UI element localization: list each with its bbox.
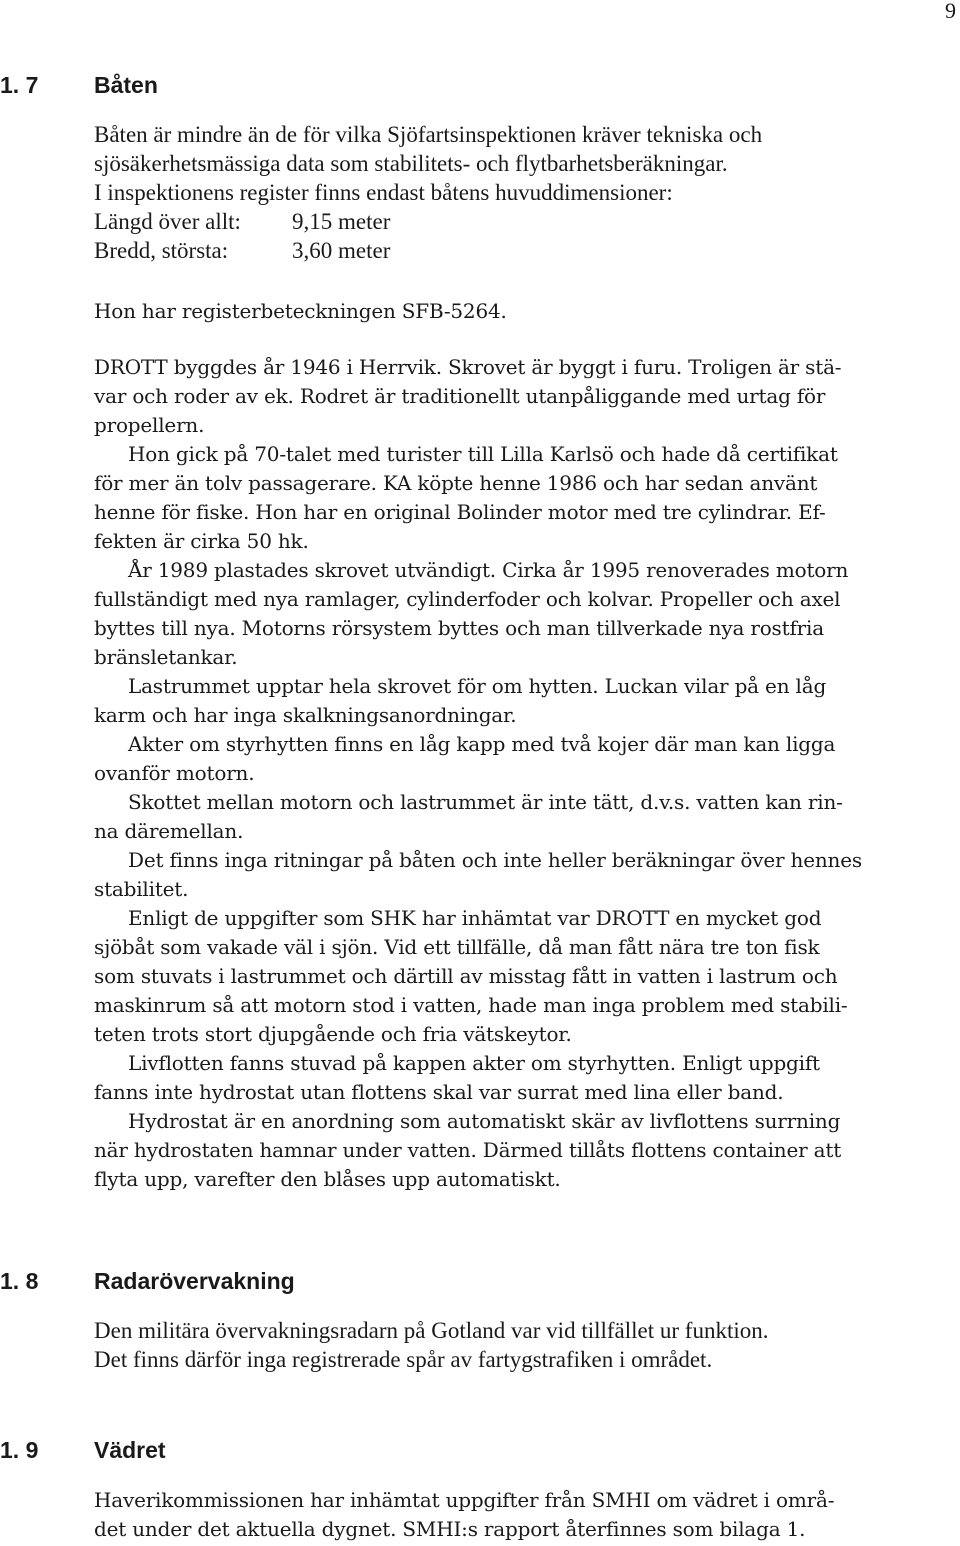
paragraph-line: Hon gick på 70-talet med turister till Lilla Karlsö och hade då certifikat [128, 442, 838, 466]
section-title: Vädret [94, 1437, 166, 1463]
paragraph-line: flyta upp, varefter den blåses upp automatiskt. [94, 1167, 561, 1191]
section-number: 1. 8 [0, 1268, 39, 1294]
paragraph-line: sjöbåt som vakade väl i sjön. Vid ett tillfälle, då man fått nära tre ton fisk [94, 935, 820, 959]
paragraph-line: bränsletankar. [94, 645, 238, 669]
paragraph-line: Lastrummet upptar hela skrovet för om hytten. Luckan vilar på en låg [128, 674, 827, 698]
paragraph-line: DROTT byggdes år 1946 i Herrvik. Skrovet är byggt i furu. Troligen är stä- [94, 355, 842, 379]
paragraph-line: Hon har registerbeteckningen SFB-5264. [94, 299, 507, 323]
registration-paragraph [94, 297, 960, 326]
section-heading-1-9 [0, 1436, 166, 1464]
paragraph-line: Hydrostat är en anordning som automatiskt skär av livflottens surrning [128, 1109, 841, 1133]
paragraph-line: karm och har inga skalkningsanordningar. [94, 703, 517, 727]
paragraph-line: sjösäkerhetsmässiga data som stabilitets- och flytbarhetsberäkningar. [94, 151, 728, 176]
paragraph-line: Haverikommissionen har inhämtat uppgifter från SMHI om vädret i områ- [94, 1488, 835, 1512]
section-1-7-body [94, 353, 960, 1194]
dimension-label: Längd över allt: [94, 209, 241, 234]
paragraph-line: var och roder av ek. Rodret är traditionellt utanpåliggande med urtag för [94, 384, 826, 408]
paragraph-line: maskinrum så att motorn stod i vatten, hade man inga problem med stabili- [94, 993, 848, 1017]
paragraph-line: fullständigt med nya ramlager, cylinderfoder och kolvar. Propeller och axel [94, 587, 841, 611]
paragraph-line: Akter om styrhytten finns en låg kapp med två kojer där man kan ligga [128, 732, 836, 756]
paragraph-line: ovanför motorn. [94, 761, 255, 785]
paragraph-line: Livflotten fanns stuvad på kappen akter om styrhytten. Enligt uppgift [128, 1051, 820, 1075]
paragraph-line: Båten är mindre än de för vilka Sjöfartsinspektionen kräver tekniska och [94, 122, 763, 147]
section-title: Radarövervakning [94, 1268, 295, 1294]
section-1-9-body [94, 1486, 960, 1544]
dimension-value: 9,15 meter [292, 209, 391, 234]
paragraph-line: fanns inte hydrostat utan flottens skal var surrat med lina eller band. [94, 1080, 784, 1104]
section-title: Båten [94, 72, 158, 98]
paragraph-line: som stuvats i lastrummet och därtill av misstag fått in vatten i lastrum och [94, 964, 838, 988]
section-heading-1-8 [0, 1267, 295, 1295]
paragraph-line: för mer än tolv passagerare. KA köpte henne 1986 och har sedan använt [94, 471, 818, 495]
paragraph-line: I inspektionens register finns endast båtens huvuddimensioner: [94, 180, 673, 205]
paragraph-line: Det finns därför inga registrerade spår av fartygstrafiken i området. [94, 1347, 713, 1372]
paragraph-line: Den militära övervakningsradarn på Gotland var vid tillfället ur funktion. [94, 1318, 769, 1343]
paragraph-line: na däremellan. [94, 819, 244, 843]
section-1-7-intro [94, 120, 960, 265]
paragraph-line: fekten är cirka 50 hk. [94, 529, 309, 553]
section-number: 1. 7 [0, 72, 39, 98]
paragraph-line: henne för fiske. Hon har en original Bolinder motor med tre cylindrar. Ef- [94, 500, 826, 524]
paragraph-line: Skottet mellan motorn och lastrummet är inte tätt, d.v.s. vatten kan rin- [128, 790, 843, 814]
paragraph-line: Enligt de uppgifter som SHK har inhämtat var DROTT en mycket god [128, 906, 822, 930]
section-heading-1-7 [0, 71, 158, 99]
dimension-row-width [94, 236, 960, 265]
paragraph-line: propellern. [94, 413, 205, 437]
paragraph-line: Det finns inga ritningar på båten och inte heller beräkningar över hennes [128, 848, 862, 872]
section-1-8-body [94, 1316, 960, 1374]
section-number: 1. 9 [0, 1437, 39, 1463]
paragraph-line: stabilitet. [94, 877, 189, 901]
paragraph-line: när hydrostaten hamnar under vatten. Därmed tillåts flottens container att [94, 1138, 842, 1162]
paragraph-line: byttes till nya. Motorns rörsystem byttes och man tillverkade nya rostfria [94, 616, 824, 640]
dimension-row-length [94, 207, 960, 236]
dimension-value: 3,60 meter [292, 238, 391, 263]
dimension-label: Bredd, största: [94, 238, 229, 263]
paragraph-line: År 1989 plastades skrovet utvändigt. Cirka år 1995 renoverades motorn [128, 558, 849, 582]
paragraph-line: det under det aktuella dygnet. SMHI:s rapport återfinnes som bilaga 1. [94, 1517, 806, 1541]
page-number: 9 [945, 0, 956, 23]
paragraph-line: teten trots stort djupgående och fria vätskeytor. [94, 1022, 572, 1046]
